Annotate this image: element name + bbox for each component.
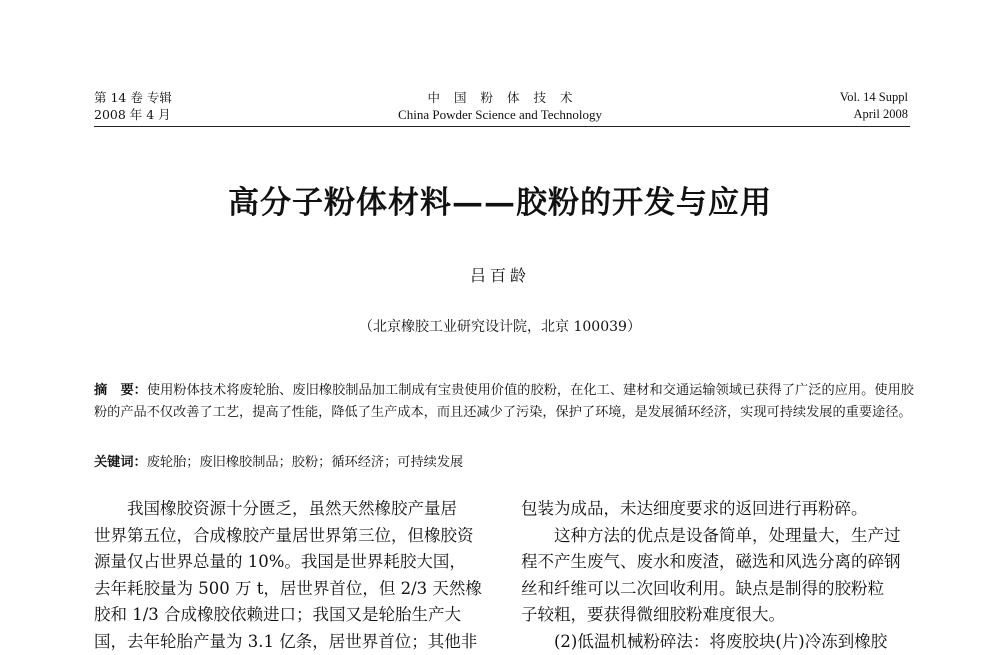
issue-date: 2008 年 4 月 [94,106,172,123]
abstract-label: 摘 要： [94,383,147,398]
body-line: 国，去年轮胎产量为 3.1 亿条，居世界首位；其他非 [94,629,502,655]
article-author: 吕百龄 [0,263,1000,286]
abstract-text: 使用粉体技术将废轮胎、废旧橡胶制品加工制成有宝贵使用价值的胶粉，在化工、建材和交通运输领域已获得了广泛的应用。使用胶粉的产品不仅改善了工艺，提高了性能，降低了生产成本，而且还减少了污染，保护了环境，是发展循环经济，实现可持续发展的重要途径。 [94,383,914,420]
body-column-right [521,496,915,655]
journal-name-cn: 中国粉体技术 [300,89,700,106]
keywords [94,452,914,474]
body-line: 源量仅占世界总量的 10%。我国是世界耗胶大国， [94,549,502,576]
body-line: 包装为成品，未达细度要求的返回进行再粉碎。 [521,496,915,523]
body-line: 胶和 1/3 合成橡胶依赖进口；我国又是轮胎生产大 [94,602,502,629]
body-line: 丝和纤维可以二次回收利用。缺点是制得的胶粉粒 [521,576,915,603]
author-affiliation: （北京橡胶工业研究设计院，北京 100039） [0,316,1000,336]
body-line: 我国橡胶资源十分匮乏，虽然天然橡胶产量居 [94,496,502,523]
issue-date-en: April 2008 [840,106,908,123]
volume-label-en: Vol. 14 Suppl [840,89,908,106]
body-line: 子较粗，要获得微细胶粉难度很大。 [521,602,915,629]
journal-volume-info [94,89,172,123]
body-line: 世界第五位，合成橡胶产量居世界第三位，但橡胶资 [94,523,502,550]
journal-name-en: China Powder Science and Technology [300,106,700,123]
header-rule [94,126,910,127]
journal-name [300,89,700,123]
body-line: 程不产生废气、废水和废渣，磁选和风选分离的碎钢 [521,549,915,576]
body-column-left [94,496,502,655]
abstract [94,380,914,424]
article-title: 高分子粉体材料——胶粉的开发与应用 [0,183,1000,223]
keywords-label: 关键词： [94,455,147,470]
journal-volume-info-en [840,89,908,123]
body-line: 去年耗胶量为 500 万 t，居世界首位，但 2/3 天然橡 [94,576,502,603]
body-line: (2)低温机械粉碎法：将废胶块(片)冷冻到橡胶 [521,629,915,655]
body-line: 这种方法的优点是设备简单，处理量大，生产过 [521,523,915,550]
keywords-text: 废轮胎；废旧橡胶制品；胶粉；循环经济；可持续发展 [147,455,464,470]
volume-label: 第 14 卷 专辑 [94,89,172,106]
